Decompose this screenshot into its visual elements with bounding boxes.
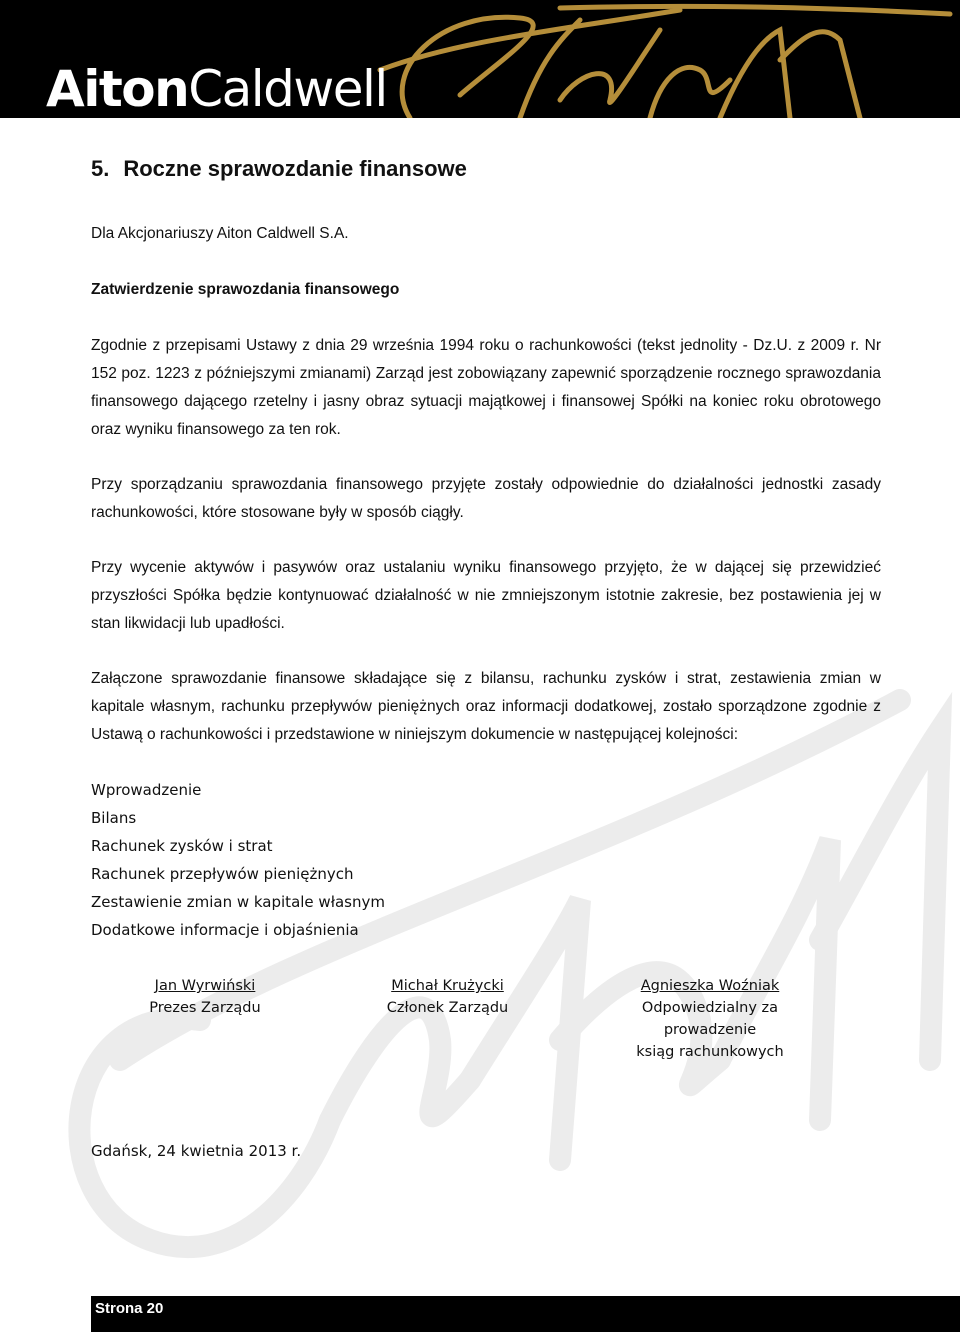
signatory-block <box>130 975 280 1019</box>
place-date: Gdańsk, 24 kwietnia 2013 r. <box>91 1142 302 1160</box>
signatory-role: ksiąg rachunkowych <box>636 1044 784 1060</box>
list-item: Wprowadzenie <box>91 781 202 799</box>
list-item: Bilans <box>91 809 137 827</box>
paragraph-1: Zgodnie z przepisami Ustawy z dnia 29 września 1994 roku o rachunkowości (tekst jednolity - Dz.U. z 2009 r. Nr 152 poz. 1223 z późniejszymi zmianami) Zarząd jest zobowiązany zapewnić sporządzenie rocznego sprawozdania finansowego dającego rzetelny i jasny obraz sytuacji majątkowej i finansowej Spółki na koniec roku obrotowego oraz wyniku finansowego za ten rok. <box>91 337 881 438</box>
section-title: Roczne sprawozdanie finansowe <box>123 156 467 181</box>
list-item: Rachunek zysków i strat <box>91 837 273 855</box>
brand-logo-first: Aiton <box>46 60 189 118</box>
signatory-block <box>620 975 800 1063</box>
paragraph-4: Załączone sprawozdanie finansowe składające się z bilansu, rachunku zysków i strat, zestawienia zmian w kapitale własnym, rachunku przepływów pieniężnych oraz informacji dodatkowej, zostało sporządzone zgodnie z Ustawą o rachunkowości i przedstawione w niniejszym dokumencie w następującej kolejności: <box>91 670 881 743</box>
signatory-role: Odpowiedzialny za <box>641 1000 779 1016</box>
section-heading <box>91 156 467 182</box>
signatory-name: Michał Krużycki <box>391 978 504 994</box>
list-item: Dodatkowe informacje i objaśnienia <box>91 921 359 939</box>
brand-logo <box>46 60 387 118</box>
brand-logo-second: Caldwell <box>188 60 387 118</box>
footer-bar <box>91 1296 960 1332</box>
subheading: Zatwierdzenie sprawozdania finansowego <box>91 281 400 298</box>
signatory-role: prowadzenie <box>663 1022 757 1038</box>
page-number: Strona 20 <box>95 1300 164 1317</box>
signatory-role: Członek Zarządu <box>386 1000 509 1016</box>
paragraph-3: Przy wycenie aktywów i pasywów oraz ustalaniu wyniku finansowego przyjęto, że w dającej się przewidzieć przyszłości Spółka będzie kontynuować działalność w nie zmniejszonym istotnie zakresie, bez postawienia jej w stan likwidacji lub upadłości. <box>91 559 881 632</box>
signatory-role: Prezes Zarządu <box>149 1000 261 1016</box>
contents-list <box>91 776 385 944</box>
signatory-name: Jan Wyrwiński <box>154 978 256 994</box>
signatory-block <box>370 975 525 1019</box>
list-item: Zestawienie zmian w kapitale własnym <box>91 893 385 911</box>
paragraph-2: Przy sporządzaniu sprawozdania finansowego przyjęte zostały odpowiednie do działalności jednostki zasady rachunkowości, które stosowane były w sposób ciągły. <box>91 476 881 521</box>
list-item: Rachunek przepływów pieniężnych <box>91 865 354 883</box>
addressee-line: Dla Akcjonariuszy Aiton Caldwell S.A. <box>91 225 349 242</box>
section-number: 5. <box>91 156 110 181</box>
header-banner <box>0 0 960 118</box>
signatory-name: Agnieszka Woźniak <box>640 978 780 994</box>
